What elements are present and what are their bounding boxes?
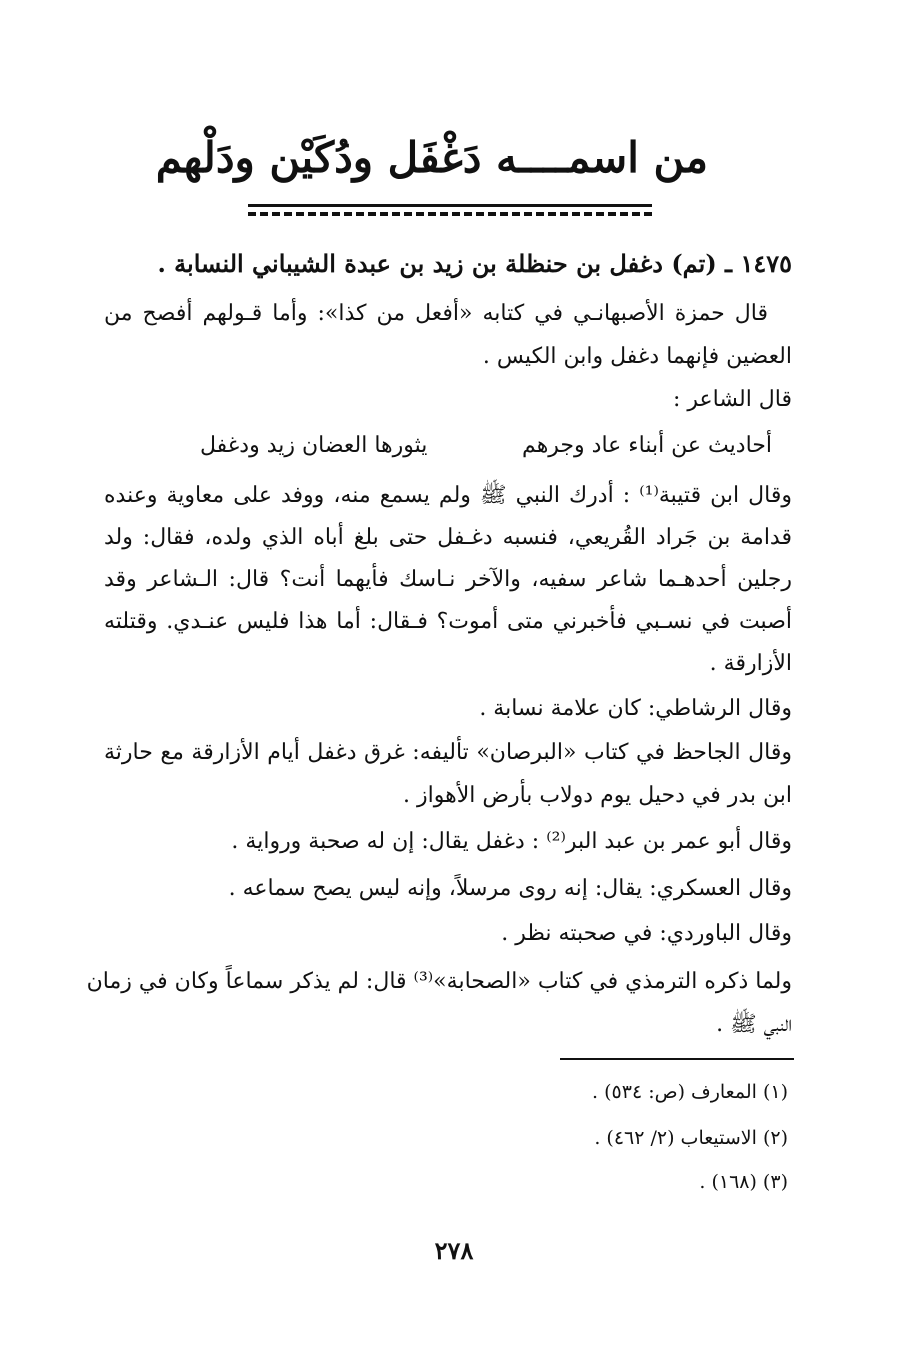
text-line: قال حمزة الأصبهانـي في كتابه «أفعل من كذا»: وأما قـولهم أفصح من (104, 301, 768, 326)
text-line: رجلين أحدهـما شاعر سفيه، والآخر نـاسك فأيهما أنت؟ قال: الـشاعر وقد (104, 567, 792, 592)
footnote: (٣) (١٦٨) . (699, 1171, 788, 1193)
text-line: قدامة بن جَراد القُريعي، فنسبه دغـفل حتى بلغ أباه الذي ولده، فقال: ولد (104, 525, 792, 550)
text-line: ولما ذكره الترمذي في كتاب «الصحابة»⁽³⁾ قال: لم يذكر سماعاً وكان في زمان (86, 969, 792, 994)
text-line: وقال ابن قتيبة⁽¹⁾ : أدرك النبي ﷺ ولم يسمع منه، ووفد على معاوية وعنده (104, 483, 792, 508)
text-line: وقال العسكري: يقال: إنه روى مرسلاً، وإنه ليس يصح سماعه . (228, 876, 792, 901)
entry-heading: ١٤٧٥ ـ (تم) دغفل بن حنظلة بن زيد بن عبدة الشيباني النسابة . (157, 249, 792, 278)
verse-second-hemistich: يثورها العضان زيد ودغفل (200, 433, 428, 458)
page-title: من اسمــــه دَغْفَل ودُكَيْن ودَلْهم (155, 133, 708, 182)
footnote-separator (560, 1058, 794, 1060)
title-underline-dashed (248, 212, 652, 216)
verse-first-hemistich: أحاديث عن أبناء عاد وجرهم (522, 433, 772, 458)
text-line: وقال الجاحظ في كتاب «البرصان» تأليفه: غرق دغفل أيام الأزارقة مع حارثة (104, 740, 792, 765)
text-line: قال الشاعر : (672, 387, 792, 412)
text-line: وقال أبو عمر بن عبد البر⁽²⁾ : دغفل يقال: إن له صحبة ورواية . (231, 829, 792, 854)
text-line: النبي ﷺ . (716, 1012, 792, 1037)
page-number: ٢٧٨ (434, 1236, 474, 1265)
text-line: أصبت في نسـبي فأخبرني متى أموت؟ فـقال: أما هذا فليس عنـدي. وقتلته (104, 609, 792, 634)
footnote: (٢) الاستيعاب (٢/ ٤٦٢) . (594, 1127, 788, 1149)
footnote: (١) المعارف (ص: ٥٣٤) . (592, 1081, 788, 1103)
text-line: الأزارقة . (709, 651, 792, 676)
title-underline (248, 204, 652, 207)
text-line: وقال الرشاطي: كان علامة نسابة . (479, 696, 792, 721)
text-line: العضين فإنهما دغفل وابن الكيس . (482, 344, 792, 369)
text-line: وقال الباوردي: في صحبته نظر . (501, 921, 792, 946)
text-line: ابن بدر في دحيل يوم دولاب بأرض الأهواز . (403, 783, 792, 808)
